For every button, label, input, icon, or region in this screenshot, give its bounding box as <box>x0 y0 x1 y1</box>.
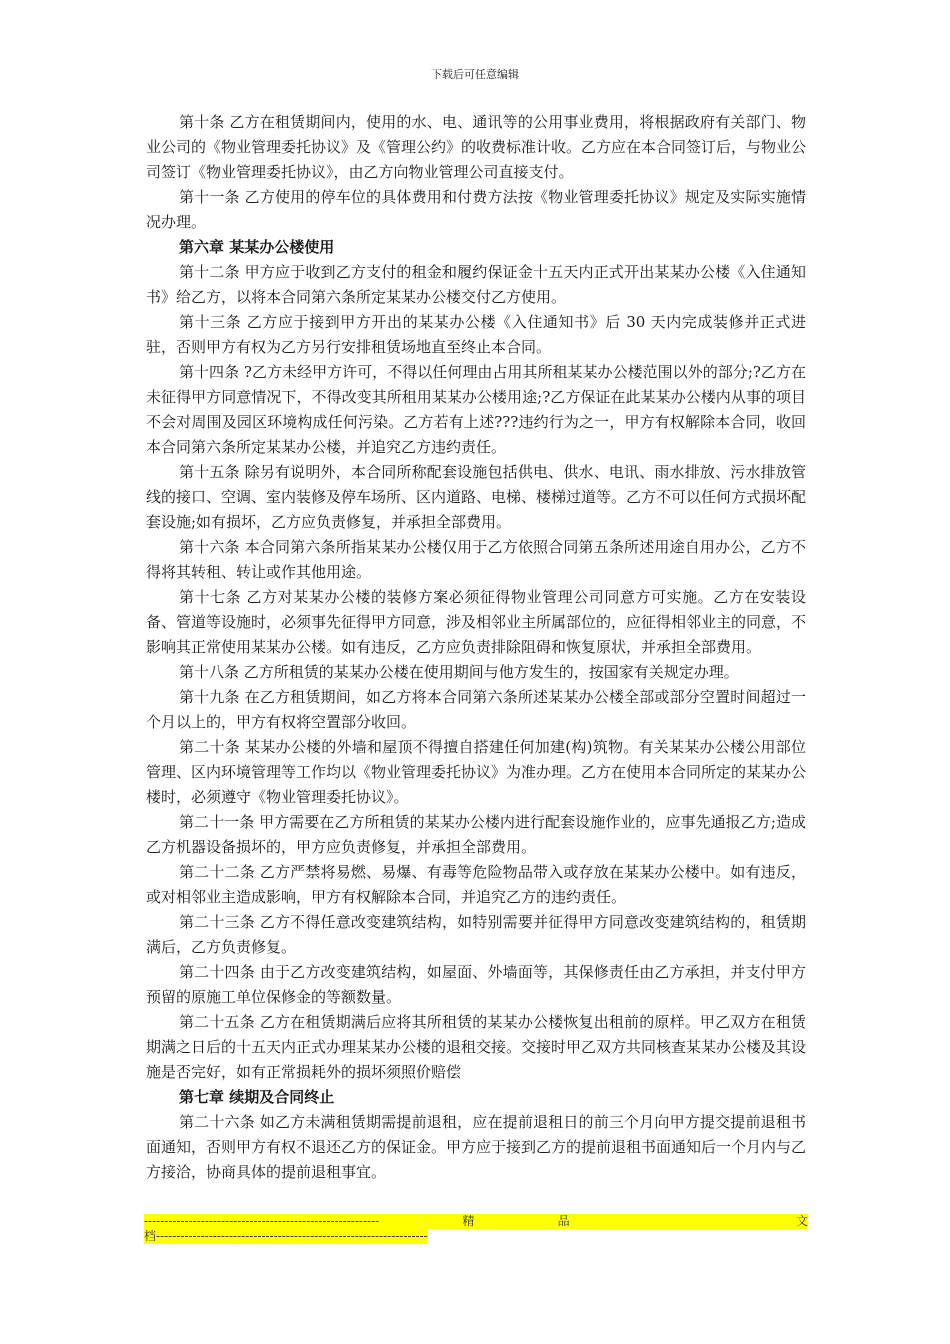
footer-word-3: 文 <box>795 1214 808 1228</box>
clause-paragraph: 第二十条 某某办公楼的外墙和屋顶不得擅自搭建任何加建(构)筑物。有关某某办公楼公用部位管理、区内环境管理等工作均以《物业管理委托协议》为准办理。乙方在使用本合同所定的某某办公楼时，必须遵守《物业管理委托协议》。 <box>146 738 807 806</box>
chapter-heading: 第六章 某某办公楼使用 <box>179 238 335 256</box>
clause-paragraph: 第十七条 乙方对某某办公楼的装修方案必须征得物业管理公司同意方可实施。乙方在安装设备、管道等设施时，必须事先征得甲方同意，涉及相邻业主所属部位的，应征得相邻业主的同意，不影响其正常使用某某办公楼。如有违反，乙方应负责排除阻碍和恢复原状，并承担全部费用。 <box>146 588 807 656</box>
clause-paragraph: 第十五条 除另有说明外，本合同所称配套设施包括供电、供水、电讯、雨水排放、污水排放管线的接口、空调、室内装修及停车场所、区内道路、电梯、楼梯过道等。乙方不可以任何方式损坏配套设施;如有损坏，乙方应负责修复，并承担全部费用。 <box>146 463 807 531</box>
clause-paragraph: 第十四条 ?乙方未经甲方许可，不得以任何理由占用其所租某某办公楼范围以外的部分;?乙方在未征得甲方同意情况下，不得改变其所租用某某办公楼用途;?乙方保证在此某某办公楼内从事的项目不会对周围及园区环境构成任何污染。乙方若有上述???违约行为之一，甲方有权解除本合同，收回本合同第六条所定某某办公楼，并追究乙方违约责任。 <box>146 363 806 456</box>
clause-paragraph: 第十条 乙方在租赁期间内，使用的水、电、通讯等的公用事业费用，将根据政府有关部门、物业公司的《物业管理委托协议》及《管理公约》的收费标准计收。乙方应在本合同签订后，与物业公司签订《物业管理委托协议》，由乙方向物业管理公司直接支付。 <box>146 113 807 181</box>
footer-line-1 <box>144 1214 808 1229</box>
clause-paragraph: 第二十二条 乙方严禁将易燃、易爆、有毒等危险物品带入或存放在某某办公楼中。如有违反，或对相邻业主造成影响，甲方有权解除本合同，并追究乙方的违约责任。 <box>146 863 806 906</box>
clause-paragraph: 第二十六条 如乙方未满租赁期需提前退租，应在提前退租日的前三个月向甲方提交提前退租书面通知，否则甲方有权不退还乙方的保证金。甲方应于接到乙方的提前退租书面通知后一个月内与乙方接洽，协商具体的提前退租事宜。 <box>146 1113 807 1181</box>
chapter-heading: 第七章 续期及合同终止 <box>179 1088 335 1106</box>
footer-word-1: 精 <box>462 1214 475 1228</box>
clause-paragraph: 第十九条 在乙方租赁期间，如乙方将本合同第六条所述某某办公楼全部或部分空置时间超过一个月以上的，甲方有权将空置部分收回。 <box>146 688 806 731</box>
clause-paragraph: 第二十一条 甲方需要在乙方所租赁的某某办公楼内进行配套设施作业的，应事先通报乙方;造成乙方机器设备损坏的，甲方应负责修复，并承担全部费用。 <box>146 813 806 856</box>
footer-banner <box>144 1214 808 1248</box>
footer-word-4: 档 <box>144 1229 157 1243</box>
clause-paragraph: 第十六条 本合同第六条所指某某办公楼仅用于乙方依照合同第五条所述用途自用办公，乙方不得将其转租、转让或作其他用途。 <box>146 538 806 581</box>
clause-paragraph: 第二十三条 乙方不得任意改变建筑结构，如特别需要并征得甲方同意改变建筑结构的，租赁期满后，乙方负责修复。 <box>146 913 806 956</box>
clause-paragraph: 第十八条 乙方所租赁的某某办公楼在使用期间与他方发生的，按国家有关规定办理。 <box>179 663 739 681</box>
document-body <box>146 110 806 1185</box>
clause-paragraph: 第十一条 乙方使用的停车位的具体费用和付费方法按《物业管理委托协议》规定及实际实施情况办理。 <box>146 188 806 231</box>
footer-word-2: 品 <box>557 1214 570 1228</box>
footer-line-2 <box>144 1229 428 1244</box>
footer-dashes-right: ------------------------------------------------------------------- <box>156 1229 428 1243</box>
clause-paragraph: 第十三条 乙方应于接到甲方开出的某某办公楼《入住通知书》后 30 天内完成装修并正式进驻，否则甲方有权为乙方另行安排租赁场地直至终止本合同。 <box>146 313 806 356</box>
page-header: 下载后可任意编辑 <box>431 68 519 81</box>
clause-paragraph: 第二十四条 由于乙方改变建筑结构，如屋面、外墙面等，其保修责任由乙方承担，并支付甲方预留的原施工单位保修金的等额数量。 <box>146 963 806 1006</box>
clause-paragraph: 第二十五条 乙方在租赁期满后应将其所租赁的某某办公楼恢复出租前的原样。甲乙双方在租赁期满之日后的十五天内正式办理某某办公楼的退租交接。交接时甲乙双方共同核查某某办公楼及其设施是否完好，如有正常损耗外的损坏须照价赔偿 <box>146 1013 807 1081</box>
footer-dashes-left: ---------------------------------------------------------- <box>144 1214 380 1228</box>
clause-paragraph: 第十二条 甲方应于收到乙方支付的租金和履约保证金十五天内正式开出某某办公楼《入住通知书》给乙方，以将本合同第六条所定某某办公楼交付乙方使用。 <box>146 263 806 306</box>
